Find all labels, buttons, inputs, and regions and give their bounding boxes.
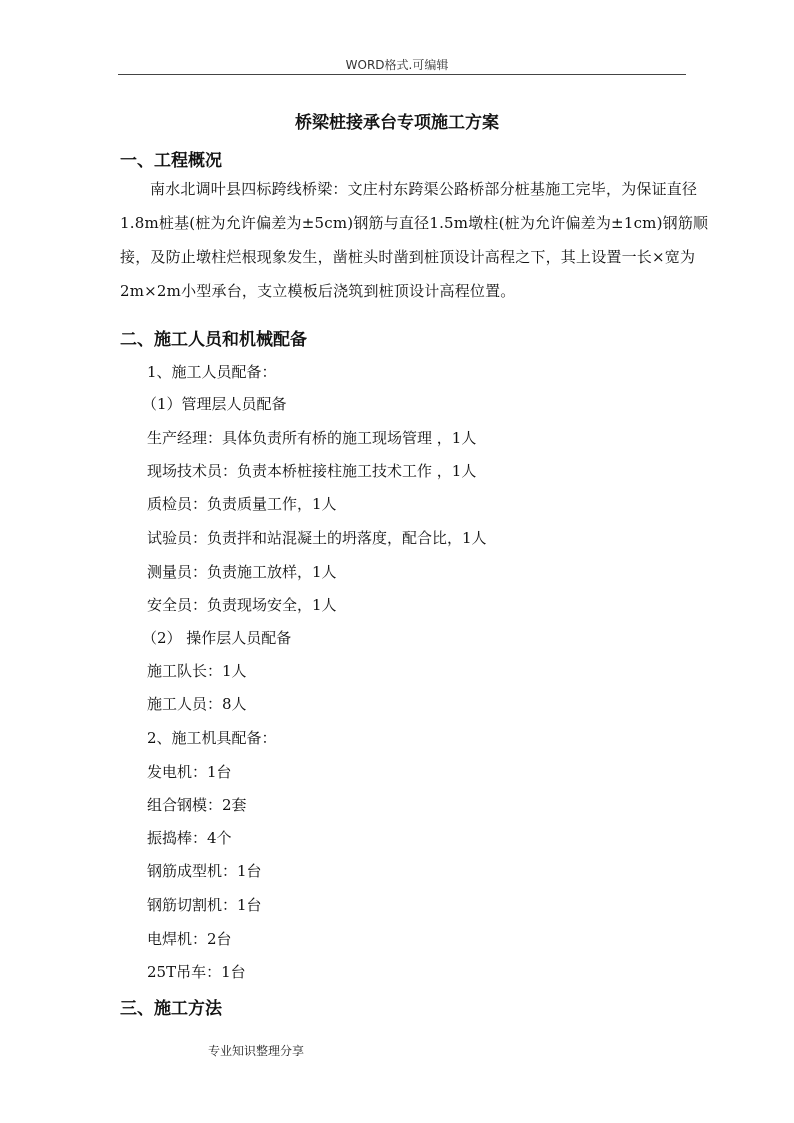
list-item: 钢筋成型机：1台 [147,862,262,880]
list-item: 安全员：负责现场安全，1人 [147,596,337,614]
list-item: 质检员：负责质量工作，1人 [147,495,337,513]
list-item: 施工队长：1人 [147,662,247,680]
document-title: 桥梁桩接承台专项施工方案 [295,113,499,133]
header-text: WORD格式.可编辑 [345,58,449,72]
list-item: （2） 操作层人员配备 [142,629,292,647]
section-heading-overview: 一、工程概况 [120,151,222,171]
list-item: 钢筋切割机：1台 [147,896,262,914]
list-item: （1）管理层人员配备 [142,395,287,413]
list-item: 试验员：负责拌和站混凝土的坍落度，配合比，1人 [147,529,487,547]
list-item: 1、施工人员配备： [147,363,277,381]
list-item: 2、施工机具配备： [147,729,277,747]
list-item: 施工人员：8人 [147,695,247,713]
overview-paragraph: 南水北调叶县四标跨线桥梁：文庄村东跨渠公路桥部分桩基施工完毕，为保证直径1.8m桩基(桩为允许偏差为±5cm)钢筋与直径1.5m墩柱(桩为允许偏差为±1cm)钢筋顺接，及防止墩柱烂根现象发生，凿桩头时凿到桩顶设计高程之下，其上设置一长×宽为2m×2m小型承台，支立模板后浇筑到桩顶设计高程位置。 [120,180,709,300]
list-item: 现场技术员：负责本桥桩接柱施工技术工作 ，1人 [147,462,477,480]
page-footer: 专业知识整理分享 [208,1044,305,1058]
list-item: 电焊机：2台 [147,930,232,948]
list-item: 发电机：1台 [147,763,232,781]
header-rule [118,74,686,75]
list-item: 组合钢模：2套 [147,796,247,814]
list-item: 振捣棒：4个 [147,829,232,847]
section-heading-method: 三、施工方法 [120,999,222,1019]
list-item: 测量员：负责施工放样，1人 [147,563,337,581]
list-item: 生产经理：具体负责所有桥的施工现场管理 ，1人 [147,429,477,447]
section-heading-staffing: 二、施工人员和机械配备 [120,330,307,350]
list-item: 25T吊车：1台 [147,963,246,981]
